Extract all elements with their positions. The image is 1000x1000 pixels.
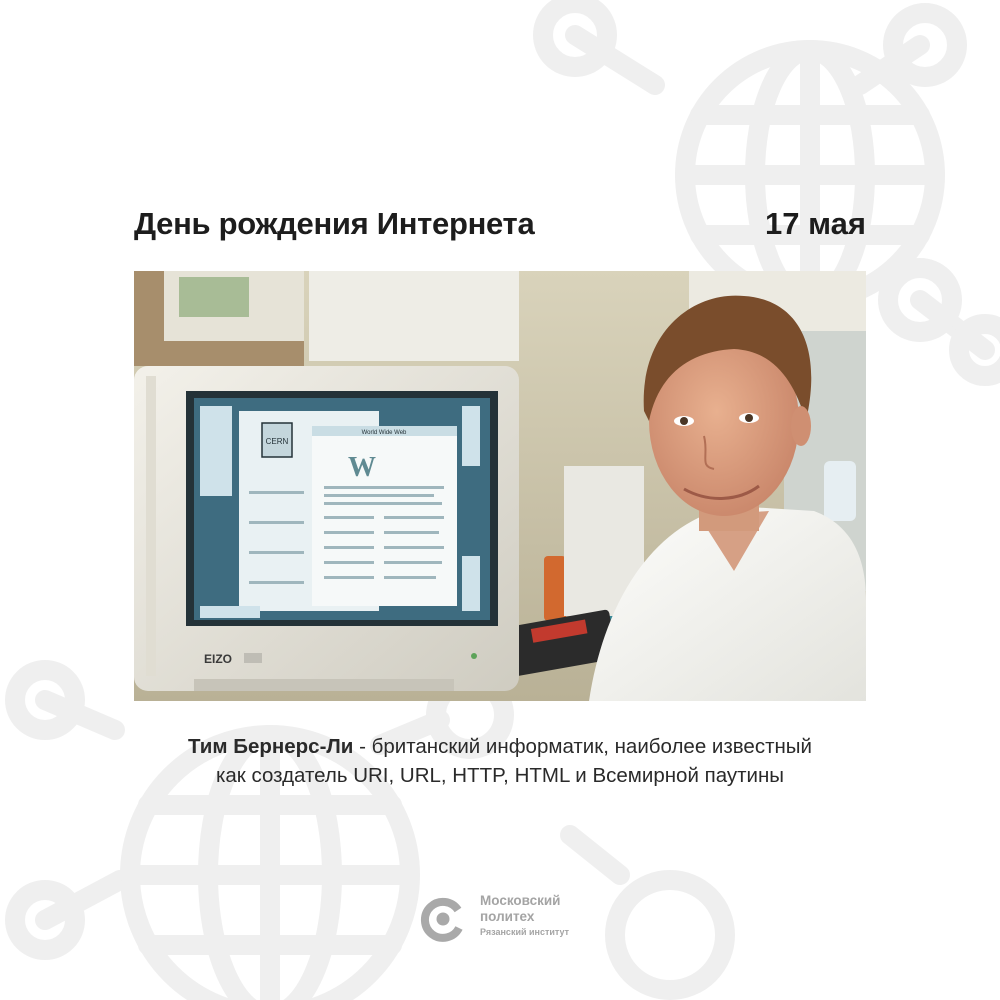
photo-tim-berners-lee bbox=[134, 271, 866, 701]
caption bbox=[100, 732, 900, 790]
logo-line3: Рязанский институт bbox=[480, 927, 570, 937]
event-date: 17 мая bbox=[765, 206, 866, 241]
caption-person-name: Тим Бернерс-Ли bbox=[188, 735, 354, 758]
monitor-brand: EIZO bbox=[204, 652, 233, 666]
page-title: День рождения Интернета bbox=[134, 206, 535, 241]
logo-line1: Московский bbox=[480, 893, 561, 908]
caption-line1-rest: - британский информатик, наиболее известный bbox=[353, 735, 812, 758]
screen-cern-logo: CERN bbox=[265, 437, 289, 446]
logo-text bbox=[480, 893, 569, 939]
screen-www-heading: World Wide Web bbox=[361, 430, 407, 436]
caption-line2: как создатель URI, URL, HTTP, HTML и Всемирной паутины bbox=[215, 764, 785, 787]
mospolytech-logo-icon bbox=[420, 896, 466, 942]
logo-line2: политех bbox=[480, 909, 535, 924]
screen-w-letter: W bbox=[348, 452, 376, 483]
